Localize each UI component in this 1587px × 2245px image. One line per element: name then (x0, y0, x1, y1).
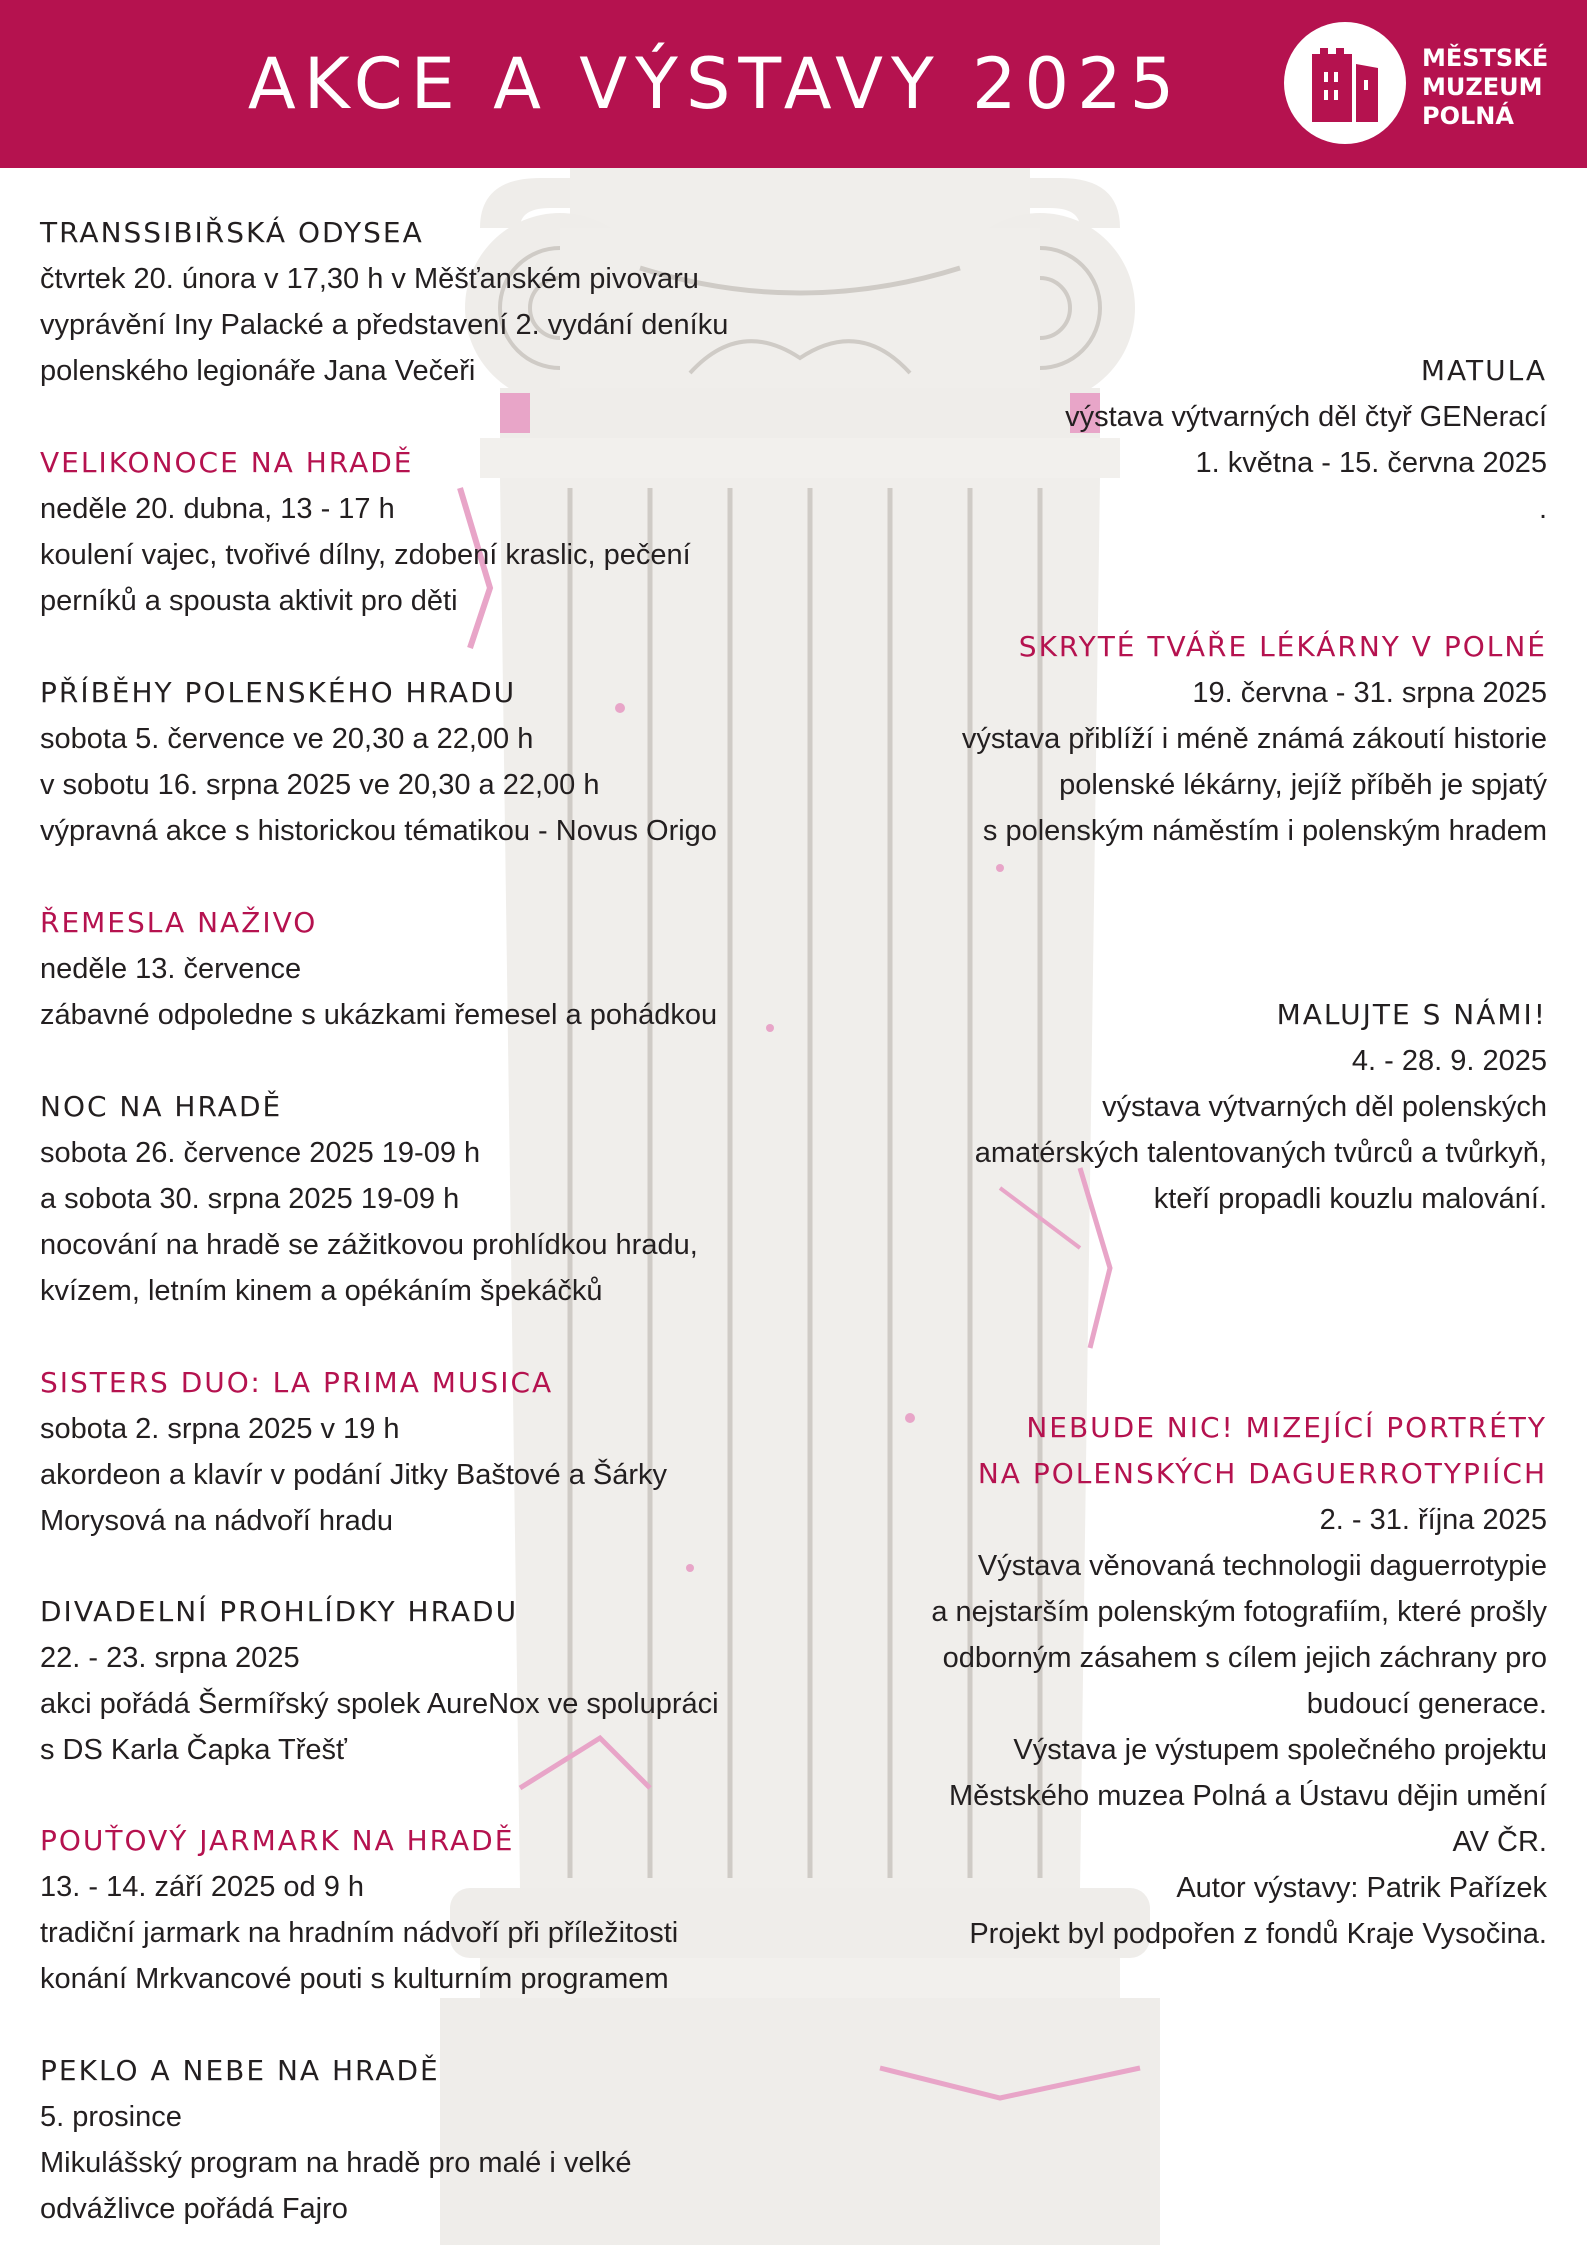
event-line: . (1538, 493, 1547, 525)
event-line: v sobotu 16. srpna 2025 ve 20,30 a 22,00 h (40, 769, 600, 801)
event-line: Projekt byl podpořen z fondů Kraje Vysočina. (969, 1918, 1547, 1950)
event-line: odvážlivce pořádá Fajro (40, 2193, 348, 2225)
event-line: a nejstarším polenským fotografiím, které prošly (931, 1596, 1547, 1628)
event-line: koulení vajec, tvořivé dílny, zdobení kraslic, pečení (40, 539, 691, 571)
event-title: PŘÍBĚHY POLENSKÉHO HRADU (40, 676, 517, 709)
event-line: kteří propadli kouzlu malování. (1153, 1183, 1547, 1215)
event-line: kvízem, letním kinem a opékáním špekáčků (40, 1275, 603, 1307)
event-line: amatérských talentovaných tvůrců a tvůrkyň, (974, 1137, 1547, 1169)
event-title: VELIKONOCE NA HRADĚ (40, 446, 414, 479)
event-line: nocování na hradě se zážitkovou prohlídkou hradu, (40, 1229, 698, 1261)
logo-line: MĚSTSKÉ (1422, 44, 1549, 72)
event-line: sobota 5. července ve 20,30 a 22,00 h (40, 723, 534, 755)
event-title: TRANSSIBIŘSKÁ ODYSEA (40, 216, 424, 249)
event-poutovy-jarmark (40, 1818, 678, 2002)
event-transsibirska-odysea (40, 210, 728, 394)
logo-line: MUZEUM (1422, 73, 1543, 101)
event-line: odborným zásahem s cílem jejich záchrany pro (942, 1642, 1547, 1674)
museum-logo (1284, 22, 1554, 148)
event-title: PEKLO A NEBE NA HRADĚ (40, 2054, 440, 2087)
event-line: 22. - 23. srpna 2025 (40, 1642, 300, 1674)
event-title: NA POLENSKÝCH DAGUERROTYPIÍCH (977, 1457, 1547, 1490)
event-line: Mikulášský program na hradě pro malé i velké (40, 2147, 632, 2179)
event-title: DIVADELNÍ PROHLÍDKY HRADU (40, 1595, 519, 1628)
event-line: Morysová na nádvoří hradu (40, 1505, 394, 1537)
event-pribehy-hradu (40, 670, 717, 854)
logo-line: POLNÁ (1422, 102, 1514, 130)
event-line: 2. - 31. října 2025 (1319, 1504, 1547, 1536)
event-line: tradiční jarmark na hradním nádvoří při příležitosti (40, 1917, 679, 1949)
event-line: s polenským náměstím i polenským hradem (982, 815, 1547, 847)
tower-icon (1284, 22, 1406, 144)
event-divadelni-prohlidky (40, 1589, 719, 1773)
event-line: neděle 13. července (40, 953, 302, 985)
event-line: sobota 26. července 2025 19-09 h (40, 1137, 481, 1169)
event-line: 1. května - 15. června 2025 (1195, 447, 1547, 479)
event-title: SISTERS DUO: LA PRIMA MUSICA (40, 1366, 554, 1399)
event-line: výstava výtvarných děl polenských (1102, 1091, 1547, 1123)
event-line: výpravná akce s historickou tématikou - Novus Origo (40, 815, 717, 847)
event-line: polenské lékárny, jejíž příběh je spjatý (1059, 769, 1547, 801)
event-line: 13. - 14. září 2025 od 9 h (40, 1871, 365, 1903)
event-line: Autor výstavy: Patrik Pařízek (1176, 1872, 1547, 1904)
event-title: SKRYTÉ TVÁŘE LÉKÁRNY V POLNÉ (1018, 630, 1547, 663)
event-velikonoce (40, 440, 691, 624)
event-remesla-nazivo (40, 900, 717, 1038)
event-title: NEBUDE NIC! MIZEJÍCÍ PORTRÉTY (1026, 1411, 1547, 1444)
event-peklo-a-nebe (40, 2048, 632, 2232)
event-line: Výstava věnovaná technologii daguerrotypie (977, 1550, 1547, 1582)
event-malujte-s-nami (975, 992, 1547, 1222)
event-line: konání Mrkvancové pouti s kulturním programem (40, 1963, 669, 1995)
event-matula (1065, 348, 1547, 532)
event-line: akci pořádá Šermířský spolek AureNox ve spolupráci (40, 1688, 719, 1720)
event-title: ŘEMESLA NAŽIVO (40, 906, 318, 939)
event-title: POUŤOVÝ JARMARK NA HRADĚ (40, 1824, 515, 1857)
event-line: AV ČR. (1452, 1826, 1547, 1858)
event-line: 19. června - 31. srpna 2025 (1192, 677, 1547, 709)
header-band (0, 0, 1587, 168)
logo-text (1422, 44, 1548, 131)
page-title: AKCE A VÝSTAVY 2025 (247, 43, 1183, 125)
event-title: MALUJTE S NÁMI! (1276, 998, 1547, 1031)
event-line: vyprávění Iny Palacké a představení 2. vydání deníku (40, 309, 729, 341)
event-noc-na-hrade (40, 1084, 698, 1314)
event-title: NOC NA HRADĚ (40, 1090, 283, 1123)
event-line: s DS Karla Čapka Třešť (40, 1734, 347, 1766)
event-line: 5. prosince (40, 2101, 182, 2133)
event-sisters-duo (40, 1360, 667, 1544)
event-line: polenského legionáře Jana Večeři (40, 355, 476, 387)
event-title: MATULA (1420, 354, 1547, 387)
event-line: Výstava je výstupem společného projektu (1013, 1734, 1547, 1766)
event-line: budoucí generace. (1306, 1688, 1547, 1720)
event-skryte-tvare-lekarny (962, 624, 1547, 854)
event-line: čtvrtek 20. února v 17,30 h v Měšťanském pivovaru (40, 263, 699, 295)
event-line: perníků a spousta aktivit pro děti (40, 585, 458, 617)
event-line: zábavné odpoledne s ukázkami řemesel a pohádkou (40, 999, 718, 1031)
event-line: 4. - 28. 9. 2025 (1351, 1045, 1547, 1077)
event-line: sobota 2. srpna 2025 v 19 h (40, 1413, 400, 1445)
event-line: výstava výtvarných děl čtyř GENerací (1065, 401, 1547, 433)
event-line: akordeon a klavír v podání Jitky Baštové a Šárky (40, 1459, 668, 1491)
event-line: výstava přiblíží i méně známá zákoutí historie (961, 723, 1547, 755)
event-line: neděle 20. dubna, 13 - 17 h (40, 493, 395, 525)
event-line: Městského muzea Polná a Ústavu dějin umění (948, 1780, 1547, 1812)
event-line: a sobota 30. srpna 2025 19-09 h (40, 1183, 460, 1215)
event-nebude-nic (931, 1405, 1547, 1957)
